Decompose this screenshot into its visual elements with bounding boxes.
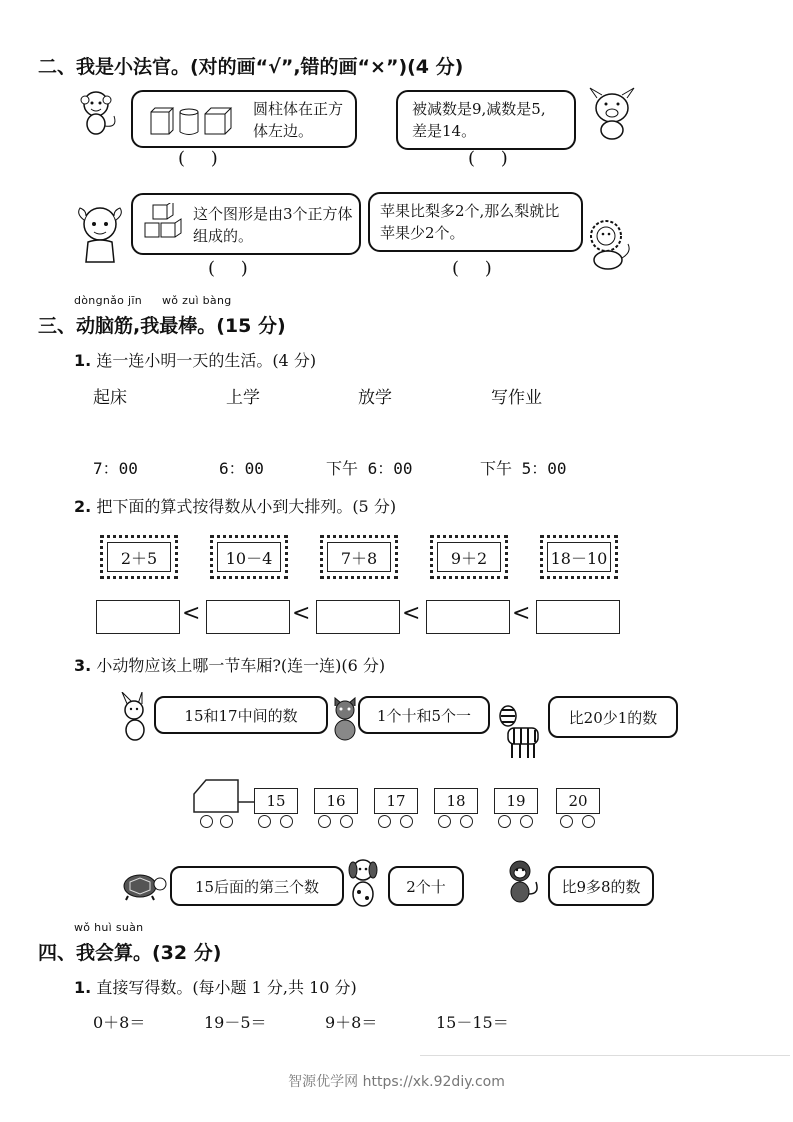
wheel-icon [280, 815, 293, 828]
q3-1-text: 连一连小明一天的生活。(4 分) [96, 351, 317, 370]
monkey-icon [502, 858, 542, 906]
judge-text-4: 苹果比梨多2个,那么梨就比苹果少2个。 [380, 202, 560, 242]
expression-card: 7＋8 [320, 535, 398, 579]
order-answer-box[interactable] [536, 600, 620, 634]
wheel-icon [520, 815, 533, 828]
order-answer-box[interactable] [206, 600, 290, 634]
monkey-icon [74, 88, 124, 138]
q3-2-number: 2. [74, 497, 92, 516]
dog-icon [345, 856, 381, 908]
section4-title: 四、我会算。(32 分) [38, 942, 222, 964]
lion-icon [584, 218, 634, 272]
q4-1-number: 1. [74, 978, 92, 997]
expression-card: 10－4 [210, 535, 288, 579]
q3-2-text: 把下面的算式按得数从小到大排列。(5 分) [96, 497, 397, 516]
calc-problem[interactable]: 0＋8＝ [93, 1013, 146, 1032]
pinyin-dongnaojin: dòngnǎo jīn [74, 294, 142, 307]
judge-text-3: 这个图形是由3个正方体组成的。 [193, 205, 353, 245]
less-than-sign: < [402, 601, 421, 626]
wheel-icon [498, 815, 511, 828]
wheel-icon [200, 815, 213, 828]
section3-title: 三、动脑筋,我最棒。(15 分) [38, 315, 286, 337]
cat-icon [329, 696, 361, 742]
label-box[interactable]: 1个十和5个一 [358, 696, 490, 734]
calc-problem[interactable]: 19－5＝ [204, 1013, 267, 1032]
wheel-icon [258, 815, 271, 828]
wheel-icon [560, 815, 573, 828]
order-answer-box[interactable] [316, 600, 400, 634]
order-answer-box[interactable] [426, 600, 510, 634]
calc-problem[interactable]: 15－15＝ [436, 1013, 509, 1032]
expression-card: 2＋5 [100, 535, 178, 579]
zebra-icon [494, 704, 544, 760]
calc-problem[interactable]: 9＋8＝ [325, 1013, 378, 1032]
rabbit-icon [118, 692, 154, 742]
answer-paren-4[interactable]: ( ) [452, 258, 502, 279]
q4-1-prompt [74, 975, 357, 998]
turtle-icon [118, 868, 170, 902]
time-item[interactable]: 6：00 [219, 459, 264, 478]
activity-item[interactable]: 上学 [226, 388, 260, 408]
judge-bubble-2 [396, 90, 576, 150]
order-answer-box[interactable] [96, 600, 180, 634]
pinyin-wohuisuan: wǒ huì suàn [74, 921, 144, 934]
wheel-icon [460, 815, 473, 828]
label-box[interactable]: 15后面的第三个数 [170, 866, 344, 906]
activity-item[interactable]: 放学 [358, 388, 392, 408]
q3-3-number: 3. [74, 656, 92, 675]
expression-card: 18－10 [540, 535, 618, 579]
q3-3-text: 小动物应该上哪一节车厢?(连一连)(6 分) [96, 656, 386, 675]
pinyin-wozuibang: wǒ zuì bàng [162, 294, 232, 307]
time-item[interactable]: 下午 6：00 [326, 459, 413, 478]
train-car[interactable]: 20 [556, 788, 600, 814]
less-than-sign: < [512, 601, 531, 626]
less-than-sign: < [292, 601, 311, 626]
answer-paren-1[interactable]: ( ) [178, 148, 228, 169]
judge-bubble-1 [131, 90, 357, 148]
time-item[interactable]: 下午 5：00 [480, 459, 567, 478]
q3-1-number: 1. [74, 351, 92, 370]
train-car[interactable]: 15 [254, 788, 298, 814]
stacked-cubes-icon [143, 203, 187, 247]
wheel-icon [582, 815, 595, 828]
label-box[interactable]: 15和17中间的数 [154, 696, 328, 734]
locomotive-icon [192, 776, 254, 816]
answer-paren-3[interactable]: ( ) [208, 258, 258, 279]
wheel-icon [378, 815, 391, 828]
judge-text-2: 被减数是9,减数是5,差是14。 [412, 100, 546, 140]
sheep-icon [72, 204, 128, 266]
train-car[interactable]: 18 [434, 788, 478, 814]
wheel-icon [220, 815, 233, 828]
q3-2-prompt [74, 494, 396, 517]
train-car[interactable]: 17 [374, 788, 418, 814]
wheel-icon [340, 815, 353, 828]
time-item[interactable]: 7：00 [93, 459, 138, 478]
less-than-sign: < [182, 601, 201, 626]
activity-item[interactable]: 起床 [93, 388, 127, 408]
judge-text-1: 圆柱体在正方体左边。 [253, 100, 344, 140]
shapes-cube-cylinder-icon [149, 106, 239, 136]
q3-3-prompt [74, 653, 385, 676]
wheel-icon [438, 815, 451, 828]
label-box[interactable]: 比9多8的数 [548, 866, 654, 906]
judge-bubble-4 [368, 192, 583, 252]
footer-divider [420, 1055, 790, 1056]
expression-card: 9＋2 [430, 535, 508, 579]
footer-watermark: 智源优学网 https://xk.92diy.com [288, 1074, 505, 1090]
judge-bubble-3 [131, 193, 361, 255]
pig-icon [584, 86, 642, 142]
train-car[interactable]: 19 [494, 788, 538, 814]
answer-paren-2[interactable]: ( ) [468, 148, 518, 169]
section2-title: 二、我是小法官。(对的画“√”,错的画“×”)(4 分) [38, 56, 464, 78]
label-box[interactable]: 2个十 [388, 866, 464, 906]
label-box[interactable]: 比20少1的数 [548, 696, 678, 738]
q3-1-prompt [74, 348, 316, 371]
train-car[interactable]: 16 [314, 788, 358, 814]
wheel-icon [400, 815, 413, 828]
q4-1-text: 直接写得数。(每小题 1 分,共 10 分) [96, 978, 357, 997]
activity-item[interactable]: 写作业 [491, 388, 542, 408]
wheel-icon [318, 815, 331, 828]
